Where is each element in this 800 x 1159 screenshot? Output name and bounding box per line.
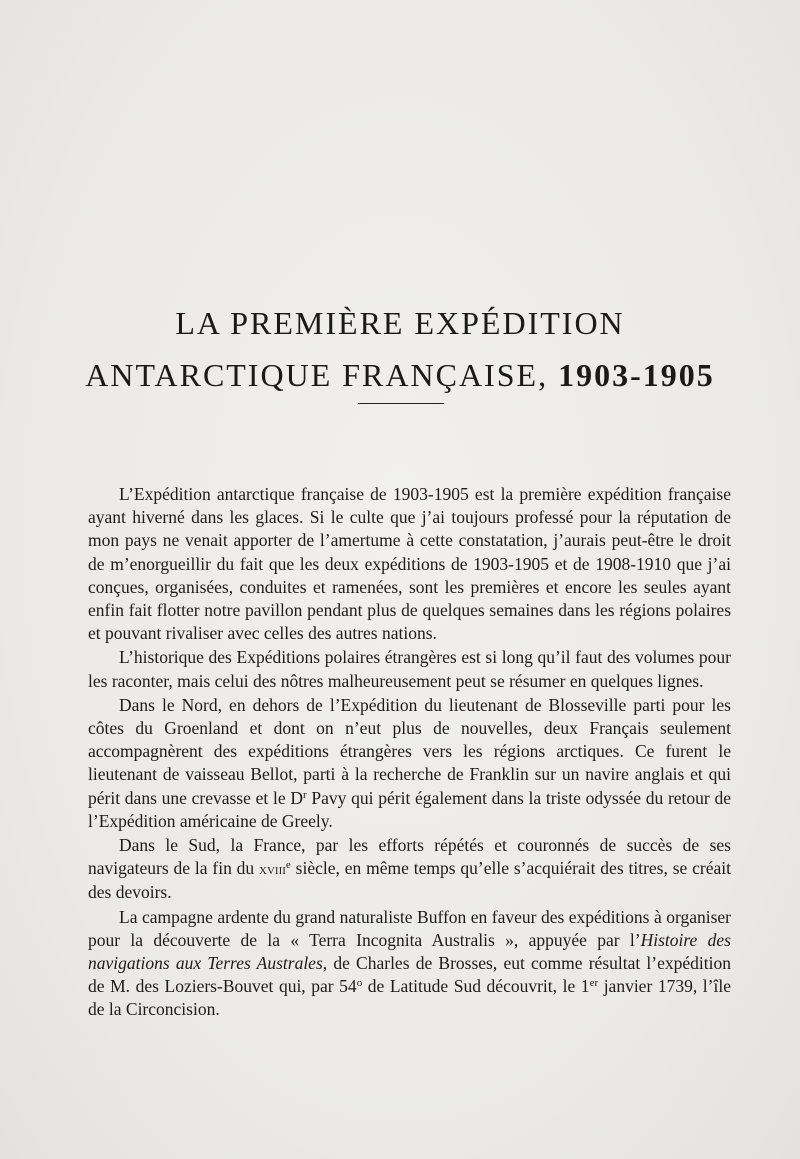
paragraph-3-text-a: Dans le Nord, en dehors de l’Expédition du lieutenant de Blosseville parti pour les côtes du Groenland et dont on n’eut plus de nouvelles, deux Français seulement accompagnèrent des expéditions étrangères vers les régions arctiques. Ce furent le lieutenant de vaisseau Bellot, parti à la recherche de Franklin sur un navire anglais et qui périt dans une crevasse et le D [88,694,731,808]
paragraph-4 [88,834,731,905]
paragraph-1: L’Expédition antarctique française de 1903-1905 est la première expédition française ayant hiverné dans les glaces. Si le culte que j’ai toujours professé pour la réputation de mon pays ne venait apporter de l’amertume à cette constatation, j’aurais peut-être le droit de m’enorgueillir du fait que les deux expéditions de 1903-1905 et de 1908-1910 que j’ai conçues, organisées, conduites et ramenées, sont les premières et encore les seules ayant enfin fait flotter notre pavillon pendant plus de quelques semaines dans les régions polaires et pouvant rivaliser avec celles des autres nations. [88,484,731,644]
paragraph-4-text-b: siècle, en même temps qu’elle s’acquiérait des titres, se créait des devoirs. [88,858,731,903]
superscript-e: e [285,859,291,872]
paragraph-5 [88,906,731,1022]
paragraph-5-text-a: La campagne ardente du grand naturaliste Buffon en faveur des expéditions à organiser pour la découverte de la « Terra Incognita Australis », appuyée par l’ [88,906,731,950]
title-years: 1903-1905 [558,357,715,394]
century-numeral: xviii [259,861,286,879]
paragraph-3 [88,694,731,833]
title-line-2 [60,349,740,401]
paragraph-5-text-d: janvier 1739, l’île de la Circoncision. [88,976,731,1020]
paragraph-5-text-b: , de Charles de Brosses, eut comme résultat l’expédition de M. des Loziers-Bouvet qui, par 54 [88,953,731,997]
page-title [60,297,740,401]
superscript-er: er [589,977,599,990]
superscript-r: r [303,788,307,801]
paragraph-3-text-b: Pavy qui périt également dans la triste odyssée du retour de l’Expédition américaine de Greely. [88,787,731,831]
paragraph-2: L’historique des Expéditions polaires étrangères est si long qu’il faut des volumes pour les raconter, mais celui des nôtres malheureusement peut se résumer en quelques lignes. [88,647,731,691]
title-line-2-text: ANTARCTIQUE FRANÇAISE, [85,357,559,394]
paragraph-4-text-a: Dans le Sud, la France, par les efforts répétés et couronnés de succès de ses navigateurs de la fin du [88,835,731,879]
superscript-degree: o [356,977,363,990]
title-line-1: LA PREMIÈRE EXPÉDITION [175,305,625,342]
body-text [88,483,731,1023]
book-title: Histoire des navigations aux Terres Australes [88,929,731,974]
paragraph-5-text-c: de Latitude Sud découvrit, le 1 [362,976,590,997]
title-divider [358,403,444,404]
